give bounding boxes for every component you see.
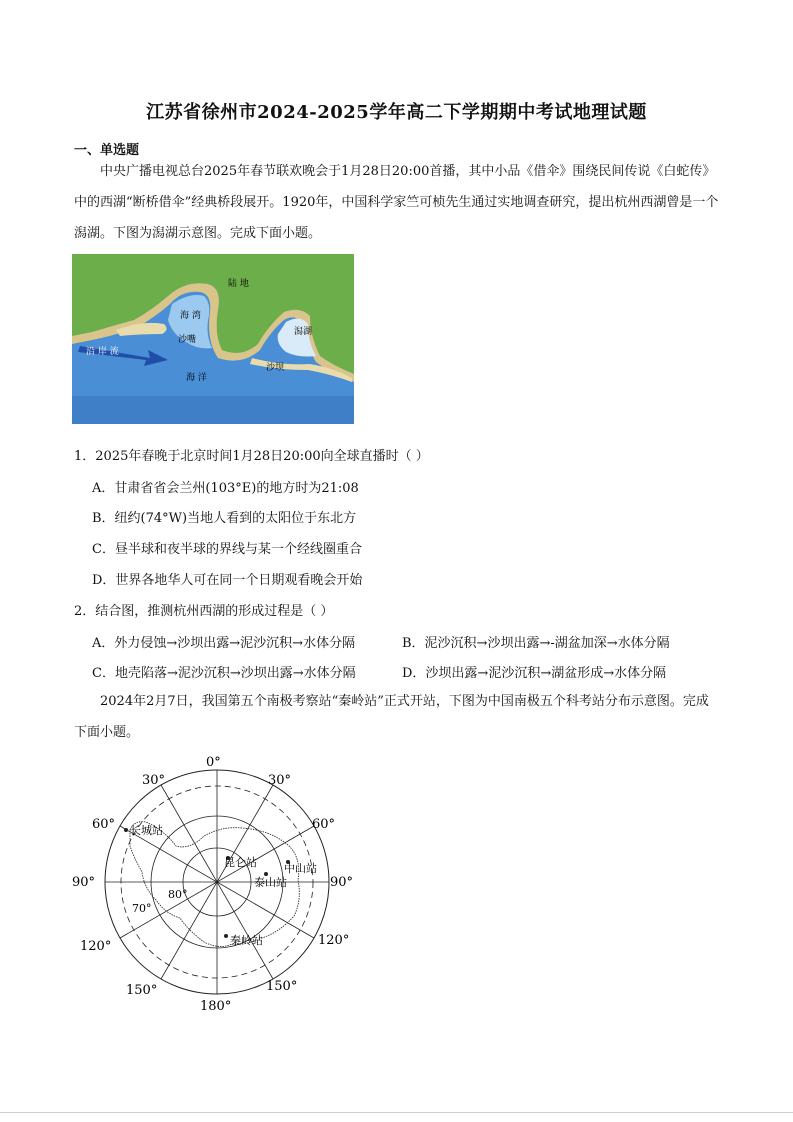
passage-1-text: 中央广播电视总台2025年春节联欢晚会于1月28日20:00首播，其中小品《借伞》围绕民间传说《白蛇传》中的西湖“断桥借伞”经典桥段展开。1920年，中国科学家竺可桢先生通过实地调查研究，提出杭州西湖曾是一个潟湖。下图为潟湖示意图。完成下面小题。 [74,164,719,241]
question-2-option-c: C．地壳陷落→泥沙沉积→沙坝出露→水体分隔 [92,666,356,681]
label-30e: 30° [268,773,292,788]
question-1-option-c: C．昼半球和夜半球的界线与某一个经线圈重合 [92,542,362,557]
station-dot-changcheng [124,828,128,832]
label-current: 沿 岸 流 [86,347,119,357]
lagoon-diagram [72,254,354,424]
station-changcheng: 长城站 [130,824,163,837]
station-zhongshan: 中山站 [284,862,317,875]
label-60e: 60° [312,817,336,832]
label-land: 陆 地 [228,279,249,289]
section-heading: 一、单选题 [74,143,140,158]
label-90e: 90° [330,875,354,890]
question-2-option-a: A．外力侵蚀→沙坝出露→泥沙沉积→水体分隔 [92,636,356,651]
passage-2 [74,686,720,748]
meridian-lines [105,770,329,994]
label-ocean: 海 洋 [186,373,207,383]
station-qinling: 秦岭站 [230,934,263,947]
label-70: 70° [132,902,152,915]
label-sandbar: 沙坝 [266,363,285,373]
label-80: 80° [168,888,188,901]
label-150e: 150° [266,979,298,994]
label-180: 180° [200,999,232,1014]
passage-1 [74,156,720,249]
label-bay: 海 湾 [180,311,201,321]
question-1-option-a: A．甘肃省省会兰州(103°E)的地方时为21:08 [92,481,359,496]
label-0: 0° [206,755,221,770]
antarctic-station-map [72,750,362,1020]
question-2-option-b: B．泥沙沉积→沙坝出露→-湖盆加深→水体分隔 [402,636,670,651]
label-lagoon: 潟湖 [294,327,313,337]
label-150w: 150° [126,983,158,998]
station-dot-qinling [224,934,228,938]
question-2: 2．结合图，推测杭州西湖的形成过程是（ ） [74,604,334,619]
passage-2-text: 2024年2月7日，我国第五个南极考察站“秦岭站”正式开站，下图为中国南极五个科考站分布示意图。完成下面小题。 [74,694,709,740]
label-30w: 30° [142,773,166,788]
label-120e: 120° [318,933,350,948]
label-120w: 120° [80,939,112,954]
label-60w: 60° [92,817,116,832]
station-taishan: 泰山站 [254,876,287,889]
question-1: 1．2025年春晚于北京时间1月28日20:00向全球直播时（ ） [74,449,429,464]
label-spit: 沙嘴 [178,335,197,345]
question-2-option-d: D．沙坝出露→泥沙沉积→湖盆形成→水体分隔 [402,666,667,681]
question-1-option-d: D．世界各地华人可在同一个日期观看晚会开始 [92,573,363,588]
question-1-option-b: B．纽约(74°W)当地人看到的太阳位于东北方 [92,511,357,526]
page-title: 江苏省徐州市2024-2025学年高二下学期期中考试地理试题 [146,102,647,123]
page-divider [0,1112,793,1113]
label-90w: 90° [72,875,96,890]
station-kunlun: 昆仑站 [224,856,257,869]
ocean-front [72,396,354,424]
